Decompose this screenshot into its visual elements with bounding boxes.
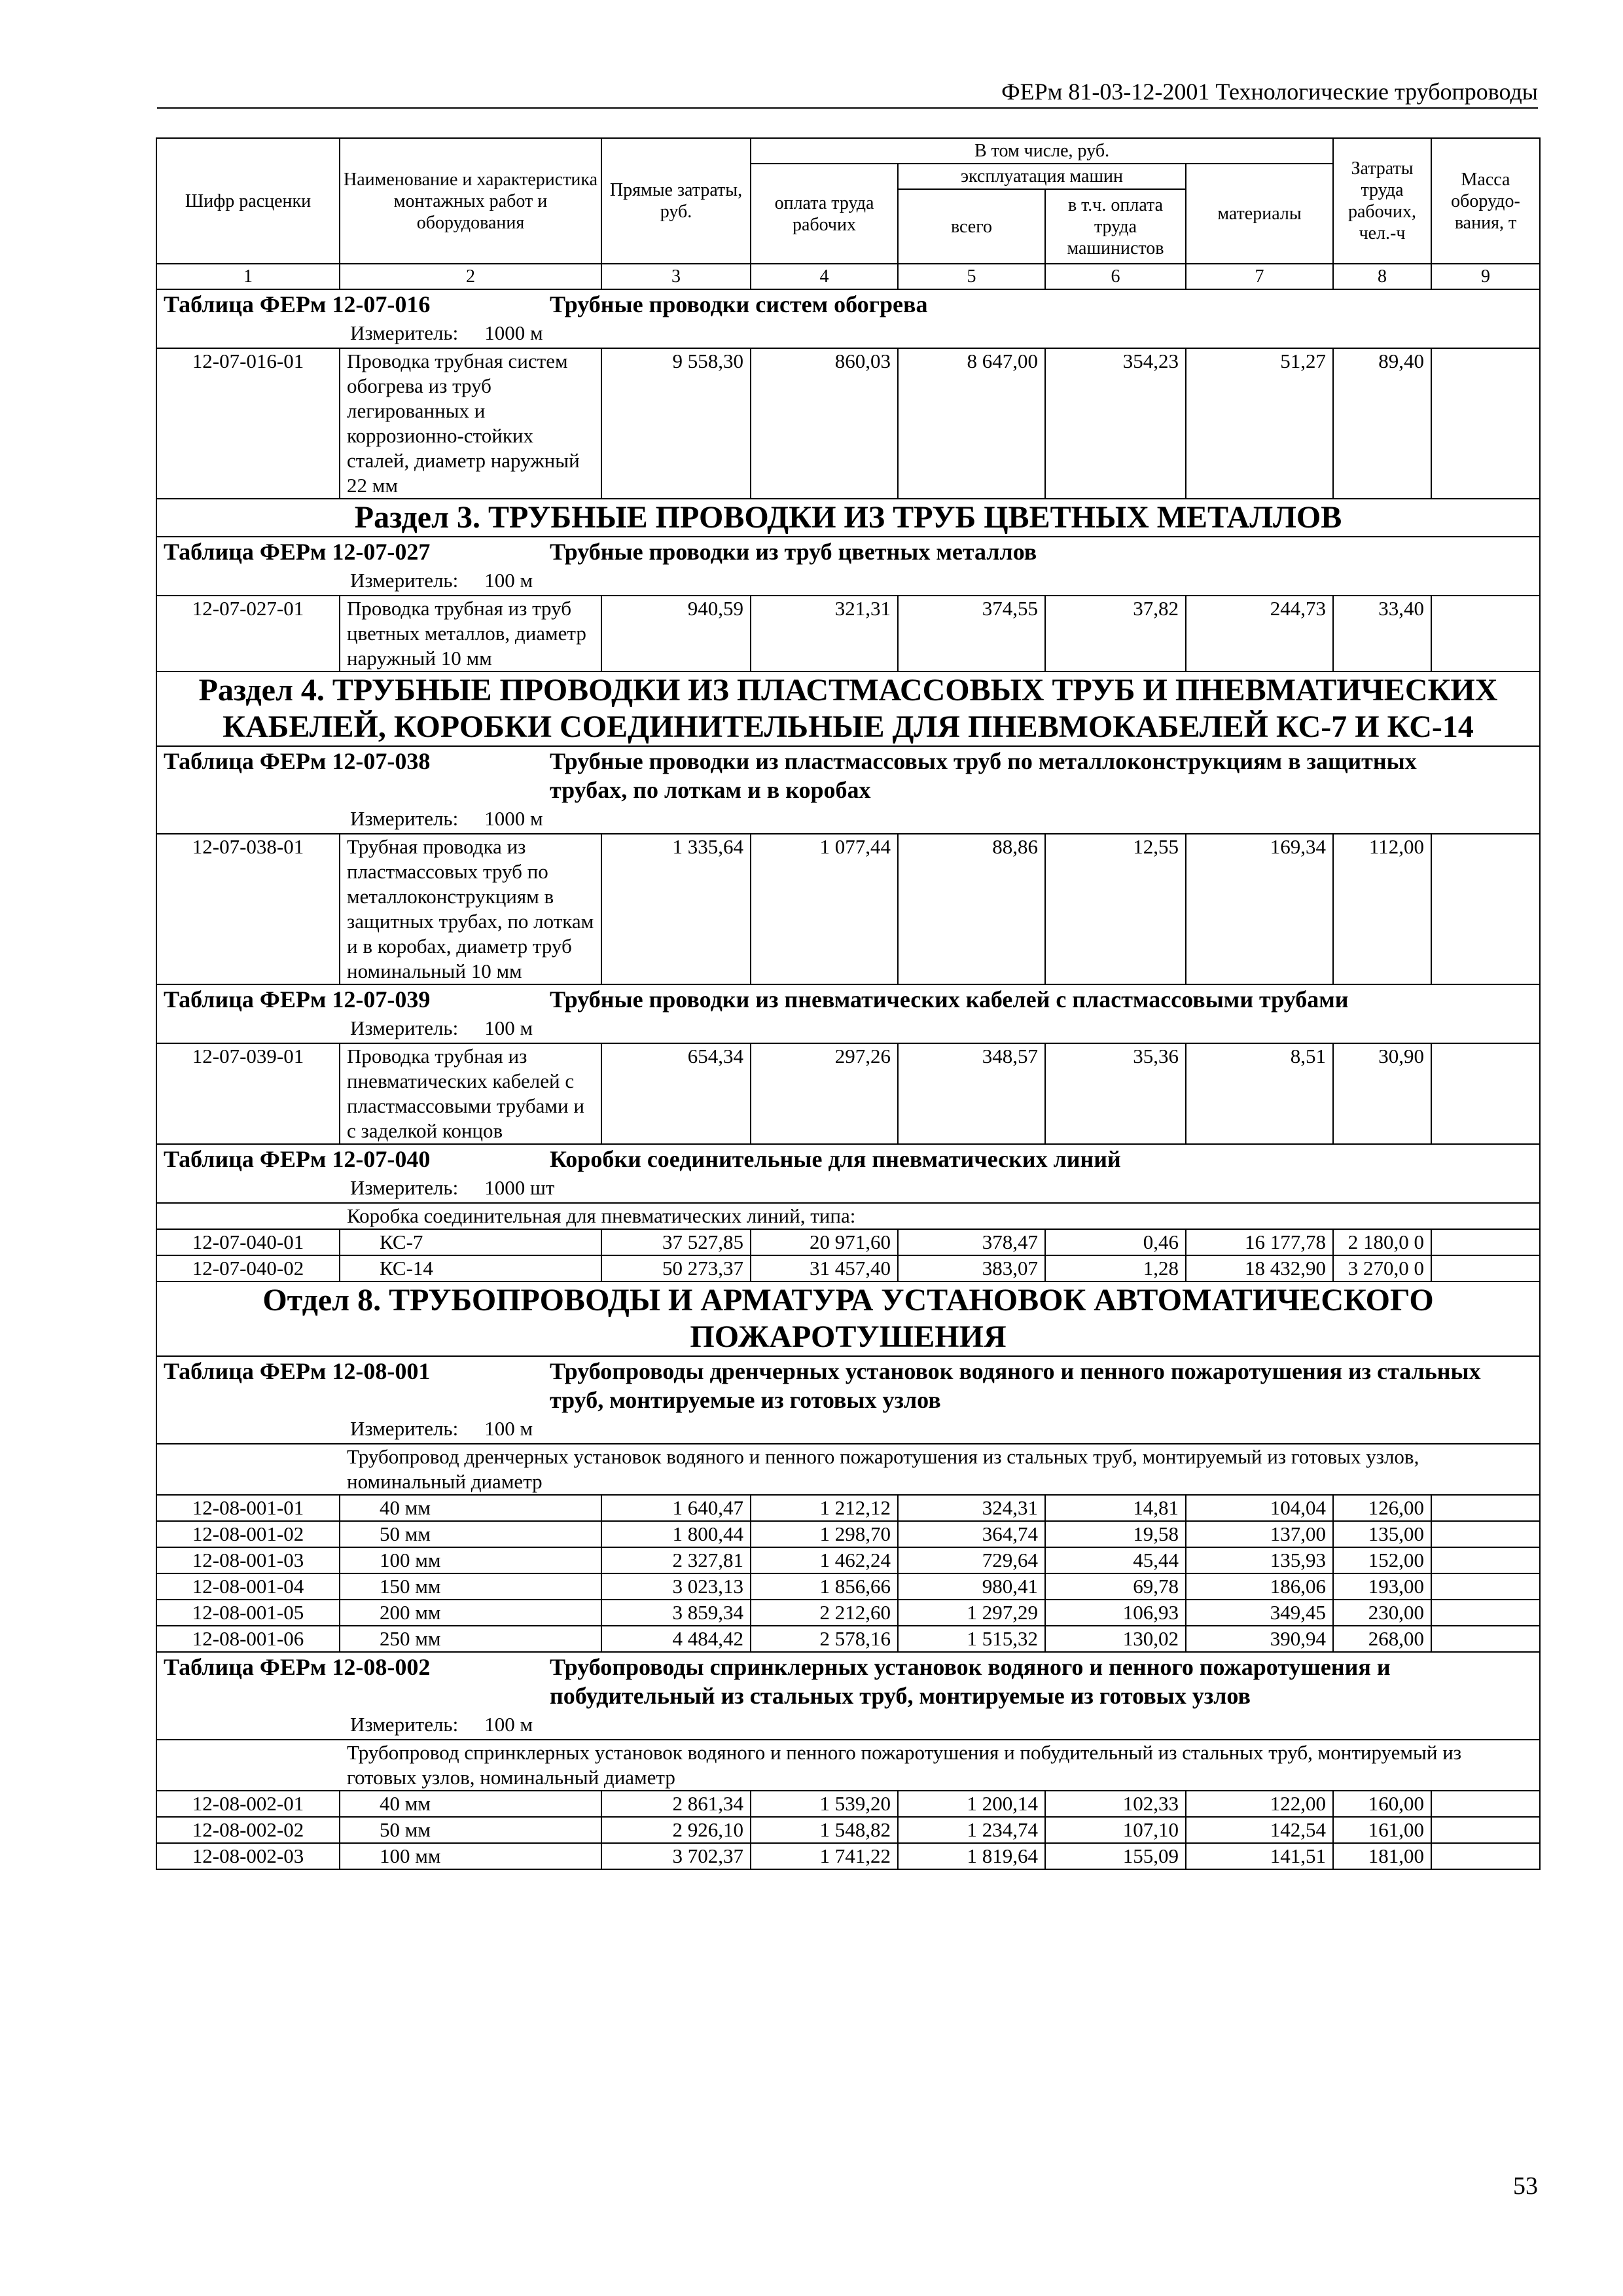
- row-machines: 364,74: [898, 1521, 1045, 1547]
- row-mass: [1431, 1626, 1540, 1652]
- row-materials: 104,04: [1186, 1495, 1333, 1521]
- row-materials: 244,73: [1186, 596, 1333, 672]
- table-number: Таблица ФЕРм 12-08-002: [164, 1654, 431, 1680]
- row-code: 12-07-040-01: [156, 1229, 340, 1255]
- row-materials: 349,45: [1186, 1600, 1333, 1626]
- row-mass: [1431, 1843, 1540, 1869]
- col-labor-header: оплата труда рабочих: [751, 164, 898, 264]
- row-name: 40 мм: [340, 1495, 601, 1521]
- table-heading: [156, 984, 1540, 1043]
- row-labor: 1 741,22: [751, 1843, 898, 1869]
- col-code-header: Шифр расценки: [156, 138, 340, 264]
- row-machines-op: 130,02: [1045, 1626, 1186, 1652]
- row-machines-op: 107,10: [1045, 1817, 1186, 1843]
- department-title: Отдел 8. ТРУБОПРОВОДЫ И АРМАТУРА УСТАНОВОК АВТОМАТИЧЕСКОГО ПОЖАРОТУШЕНИЯ: [156, 1282, 1540, 1356]
- row-labor: 1 298,70: [751, 1521, 898, 1547]
- row-machines-op: 37,82: [1045, 596, 1186, 672]
- table-row: [156, 1229, 1540, 1255]
- row-hours: 2 180,0 0: [1333, 1229, 1431, 1255]
- row-name: Проводка трубная из труб цветных металлов, диаметр наружный 10 мм: [340, 596, 601, 672]
- row-materials: 141,51: [1186, 1843, 1333, 1869]
- table-title: Трубные проводки из пневматических кабелей с пластмассовыми трубами: [550, 986, 1349, 1013]
- col-number: 8: [1333, 264, 1431, 289]
- row-hours: 33,40: [1333, 596, 1431, 672]
- page-number: 53: [1513, 2172, 1538, 2200]
- row-hours: 30,90: [1333, 1043, 1431, 1144]
- table-title: Трубные проводки из пластмассовых труб по металлоконструкциям в защитных трубах, по лоткам и в коробах: [550, 748, 1417, 803]
- row-direct: 2 861,34: [601, 1791, 751, 1817]
- row-labor: 1 212,12: [751, 1495, 898, 1521]
- row-mass: [1431, 1600, 1540, 1626]
- row-machines: 1 297,29: [898, 1600, 1045, 1626]
- table-title: Трубные проводки из труб цветных металлов: [550, 539, 1037, 565]
- row-name: 150 мм: [340, 1573, 601, 1600]
- row-machines-op: 14,81: [1045, 1495, 1186, 1521]
- row-machines: 88,86: [898, 834, 1045, 984]
- row-direct: 3 859,34: [601, 1600, 751, 1626]
- row-machines: 1 819,64: [898, 1843, 1045, 1869]
- row-mass: [1431, 348, 1540, 499]
- row-name: Трубная проводка из пластмассовых труб по металлоконструкциям в защитных трубах, по лоткам и в коробах, диаметр труб номинальный 10 мм: [340, 834, 601, 984]
- table-heading: [156, 289, 1540, 348]
- row-code: 12-08-002-01: [156, 1791, 340, 1817]
- row-direct: 3 702,37: [601, 1843, 751, 1869]
- row-labor: 2 578,16: [751, 1626, 898, 1652]
- row-labor: 1 856,66: [751, 1573, 898, 1600]
- table-title: Трубопроводы дренчерных установок водяного и пенного пожаротушения из стальных труб, монтируемые из готовых узлов: [550, 1358, 1481, 1413]
- row-machines: 324,31: [898, 1495, 1045, 1521]
- measure-line: Измеритель: 1000 м: [350, 321, 543, 344]
- row-materials: 51,27: [1186, 348, 1333, 499]
- row-materials: 186,06: [1186, 1573, 1333, 1600]
- row-name: 250 мм: [340, 1626, 601, 1652]
- row-direct: 2 327,81: [601, 1547, 751, 1573]
- row-machines-op: 106,93: [1045, 1600, 1186, 1626]
- row-mass: [1431, 1495, 1540, 1521]
- table-row: [156, 1573, 1540, 1600]
- row-labor: 20 971,60: [751, 1229, 898, 1255]
- table-heading: [156, 1144, 1540, 1203]
- table-row: [156, 1521, 1540, 1547]
- row-direct: 3 023,13: [601, 1573, 751, 1600]
- col-number: 5: [898, 264, 1045, 289]
- row-name: 100 мм: [340, 1843, 601, 1869]
- table-title: Трубопроводы спринклерных установок водяного и пенного пожаротушения и побудительный из стальных труб, монтируемые из готовых узлов: [550, 1654, 1391, 1709]
- row-code: 12-08-001-05: [156, 1600, 340, 1626]
- row-hours: 160,00: [1333, 1791, 1431, 1817]
- col-name-header: Наименование и характеристика монтажных работ и оборудования: [340, 138, 601, 264]
- row-machines-op: 102,33: [1045, 1791, 1186, 1817]
- row-name: 50 мм: [340, 1521, 601, 1547]
- row-code: 12-07-038-01: [156, 834, 340, 984]
- row-name: 100 мм: [340, 1547, 601, 1573]
- col-hours-header: Затраты труда рабочих, чел.-ч: [1333, 138, 1431, 264]
- row-mass: [1431, 596, 1540, 672]
- row-mass: [1431, 834, 1540, 984]
- col-direct-header: Прямые затраты, руб.: [601, 138, 751, 264]
- row-hours: 3 270,0 0: [1333, 1255, 1431, 1282]
- col-materials-header: материалы: [1186, 164, 1333, 264]
- row-hours: 89,40: [1333, 348, 1431, 499]
- row-hours: 161,00: [1333, 1817, 1431, 1843]
- row-machines: 378,47: [898, 1229, 1045, 1255]
- row-machines-op: 1,28: [1045, 1255, 1186, 1282]
- row-labor: 31 457,40: [751, 1255, 898, 1282]
- row-materials: 135,93: [1186, 1547, 1333, 1573]
- measure-line: Измеритель: 1000 шт: [350, 1176, 555, 1199]
- row-hours: 112,00: [1333, 834, 1431, 984]
- section-title: Раздел 4. ТРУБНЫЕ ПРОВОДКИ ИЗ ПЛАСТМАССОВЫХ ТРУБ И ПНЕВМАТИЧЕСКИХ КАБЕЛЕЙ, КОРОБКИ СОЕДИНИТЕЛЬНЫЕ ДЛЯ ПНЕВМОКАБЕЛЕЙ КС-7 И КС-14: [156, 672, 1540, 746]
- row-direct: 1 800,44: [601, 1521, 751, 1547]
- table-number: Таблица ФЕРм 12-07-038: [164, 748, 431, 774]
- col-number: 2: [340, 264, 601, 289]
- row-name: КС-7: [340, 1229, 601, 1255]
- row-materials: 8,51: [1186, 1043, 1333, 1144]
- row-code: 12-08-002-03: [156, 1843, 340, 1869]
- row-machines-op: 69,78: [1045, 1573, 1186, 1600]
- table-number: Таблица ФЕРм 12-07-039: [164, 986, 431, 1013]
- table-heading: [156, 537, 1540, 596]
- row-materials: 122,00: [1186, 1791, 1333, 1817]
- row-labor: 1 548,82: [751, 1817, 898, 1843]
- row-labor: 297,26: [751, 1043, 898, 1144]
- row-machines: 1 200,14: [898, 1791, 1045, 1817]
- row-hours: 135,00: [1333, 1521, 1431, 1547]
- section-title: Раздел 3. ТРУБНЫЕ ПРОВОДКИ ИЗ ТРУБ ЦВЕТНЫХ МЕТАЛЛОВ: [156, 499, 1540, 537]
- row-machines: 980,41: [898, 1573, 1045, 1600]
- row-machines-op: 45,44: [1045, 1547, 1186, 1573]
- measure-line: Измеритель: 100 м: [350, 1417, 533, 1440]
- table-heading: [156, 1356, 1540, 1444]
- measure-line: Измеритель: 100 м: [350, 1016, 533, 1039]
- col-number: 9: [1431, 264, 1540, 289]
- table-row: [156, 596, 1540, 672]
- row-machines-op: 0,46: [1045, 1229, 1186, 1255]
- row-machines: 1 515,32: [898, 1626, 1045, 1652]
- row-code: 12-08-001-06: [156, 1626, 340, 1652]
- row-code: 12-08-001-04: [156, 1573, 340, 1600]
- row-mass: [1431, 1229, 1540, 1255]
- table-number: Таблица ФЕРм 12-07-040: [164, 1146, 431, 1172]
- col-number: 3: [601, 264, 751, 289]
- table-row: [156, 348, 1540, 499]
- row-hours: 181,00: [1333, 1843, 1431, 1869]
- row-mass: [1431, 1255, 1540, 1282]
- table-row: [156, 1043, 1540, 1144]
- row-machines: 729,64: [898, 1547, 1045, 1573]
- row-code: 12-08-002-02: [156, 1817, 340, 1843]
- table-row: [156, 1495, 1540, 1521]
- row-machines-op: 19,58: [1045, 1521, 1186, 1547]
- price-table: [156, 137, 1541, 1870]
- table-row: [156, 1255, 1540, 1282]
- row-machines: 1 234,74: [898, 1817, 1045, 1843]
- row-code: 12-07-039-01: [156, 1043, 340, 1144]
- row-hours: 230,00: [1333, 1600, 1431, 1626]
- row-machines-op: 35,36: [1045, 1043, 1186, 1144]
- row-name: КС-14: [340, 1255, 601, 1282]
- col-machines-total-header: всего: [898, 189, 1045, 264]
- row-direct: 4 484,42: [601, 1626, 751, 1652]
- row-machines-op: 12,55: [1045, 834, 1186, 984]
- running-header: ФЕРм 81-03-12-2001 Технологические трубопроводы: [1001, 79, 1538, 105]
- row-machines-op: 155,09: [1045, 1843, 1186, 1869]
- row-direct: 654,34: [601, 1043, 751, 1144]
- col-mass-header: Масса оборудо-вания, т: [1431, 138, 1540, 264]
- row-direct: 940,59: [601, 596, 751, 672]
- table-number: Таблица ФЕРм 12-07-027: [164, 539, 431, 565]
- row-labor: 1 539,20: [751, 1791, 898, 1817]
- group-caption: Трубопровод дренчерных установок водяного и пенного пожаротушения из стальных труб, монтируемый из готовых узлов, номинальный диаметр: [156, 1444, 1540, 1495]
- row-code: 12-08-001-02: [156, 1521, 340, 1547]
- table-row: [156, 1600, 1540, 1626]
- row-machines: 8 647,00: [898, 348, 1045, 499]
- row-direct: 37 527,85: [601, 1229, 751, 1255]
- table-row: [156, 1843, 1540, 1869]
- row-code: 12-07-016-01: [156, 348, 340, 499]
- row-mass: [1431, 1791, 1540, 1817]
- row-materials: 169,34: [1186, 834, 1333, 984]
- col-machines-op-header: в т.ч. оплата труда машинистов: [1045, 189, 1186, 264]
- row-materials: 390,94: [1186, 1626, 1333, 1652]
- table-number: Таблица ФЕРм 12-08-001: [164, 1358, 431, 1384]
- row-mass: [1431, 1521, 1540, 1547]
- col-incl-header: В том числе, руб.: [751, 138, 1333, 164]
- row-machines: 374,55: [898, 596, 1045, 672]
- table-row: [156, 1547, 1540, 1573]
- row-code: 12-08-001-01: [156, 1495, 340, 1521]
- row-name: Проводка трубная из пневматических кабелей с пластмассовыми трубами и с заделкой концов: [340, 1043, 601, 1144]
- table-heading: [156, 1652, 1540, 1740]
- row-code: 12-08-001-03: [156, 1547, 340, 1573]
- row-hours: 268,00: [1333, 1626, 1431, 1652]
- group-caption: Коробка соединительная для пневматических линий, типа:: [156, 1203, 1540, 1229]
- measure-line: Измеритель: 100 м: [350, 569, 533, 592]
- row-machines: 348,57: [898, 1043, 1045, 1144]
- row-mass: [1431, 1043, 1540, 1144]
- row-materials: 18 432,90: [1186, 1255, 1333, 1282]
- row-code: 12-07-040-02: [156, 1255, 340, 1282]
- measure-line: Измеритель: 100 м: [350, 1713, 533, 1736]
- row-hours: 126,00: [1333, 1495, 1431, 1521]
- row-direct: 9 558,30: [601, 348, 751, 499]
- table-number: Таблица ФЕРм 12-07-016: [164, 291, 431, 317]
- col-number: 1: [156, 264, 340, 289]
- row-machines: 383,07: [898, 1255, 1045, 1282]
- row-labor: 321,31: [751, 596, 898, 672]
- table-heading: [156, 746, 1540, 834]
- row-direct: 1 640,47: [601, 1495, 751, 1521]
- row-direct: 50 273,37: [601, 1255, 751, 1282]
- row-direct: 2 926,10: [601, 1817, 751, 1843]
- row-labor: 860,03: [751, 348, 898, 499]
- col-number: 7: [1186, 264, 1333, 289]
- col-machines-header: эксплуатация машин: [898, 164, 1186, 189]
- measure-line: Измеритель: 1000 м: [350, 807, 543, 830]
- col-number: 4: [751, 264, 898, 289]
- table-row: [156, 1817, 1540, 1843]
- col-number: 6: [1045, 264, 1186, 289]
- row-direct: 1 335,64: [601, 834, 751, 984]
- row-labor: 1 077,44: [751, 834, 898, 984]
- row-mass: [1431, 1573, 1540, 1600]
- row-materials: 142,54: [1186, 1817, 1333, 1843]
- table-row: [156, 1791, 1540, 1817]
- row-name: 50 мм: [340, 1817, 601, 1843]
- row-name: 200 мм: [340, 1600, 601, 1626]
- row-mass: [1431, 1817, 1540, 1843]
- group-caption: Трубопровод спринклерных установок водяного и пенного пожаротушения и побудительный из стальных труб, монтируемый из готовых узлов, номинальный диаметр: [156, 1740, 1540, 1791]
- row-code: 12-07-027-01: [156, 596, 340, 672]
- table-title: Трубные проводки систем обогрева: [550, 291, 928, 317]
- row-hours: 193,00: [1333, 1573, 1431, 1600]
- row-labor: 1 462,24: [751, 1547, 898, 1573]
- row-name: Проводка трубная систем обогрева из труб легированных и коррозионно-стойких сталей, диаметр наружный 22 мм: [340, 348, 601, 499]
- row-hours: 152,00: [1333, 1547, 1431, 1573]
- header-rule: [157, 107, 1538, 109]
- table-row: [156, 834, 1540, 984]
- row-materials: 137,00: [1186, 1521, 1333, 1547]
- row-mass: [1431, 1547, 1540, 1573]
- row-materials: 16 177,78: [1186, 1229, 1333, 1255]
- row-name: 40 мм: [340, 1791, 601, 1817]
- table-row: [156, 1626, 1540, 1652]
- table-title: Коробки соединительные для пневматических линий: [550, 1146, 1121, 1172]
- row-machines-op: 354,23: [1045, 348, 1186, 499]
- row-labor: 2 212,60: [751, 1600, 898, 1626]
